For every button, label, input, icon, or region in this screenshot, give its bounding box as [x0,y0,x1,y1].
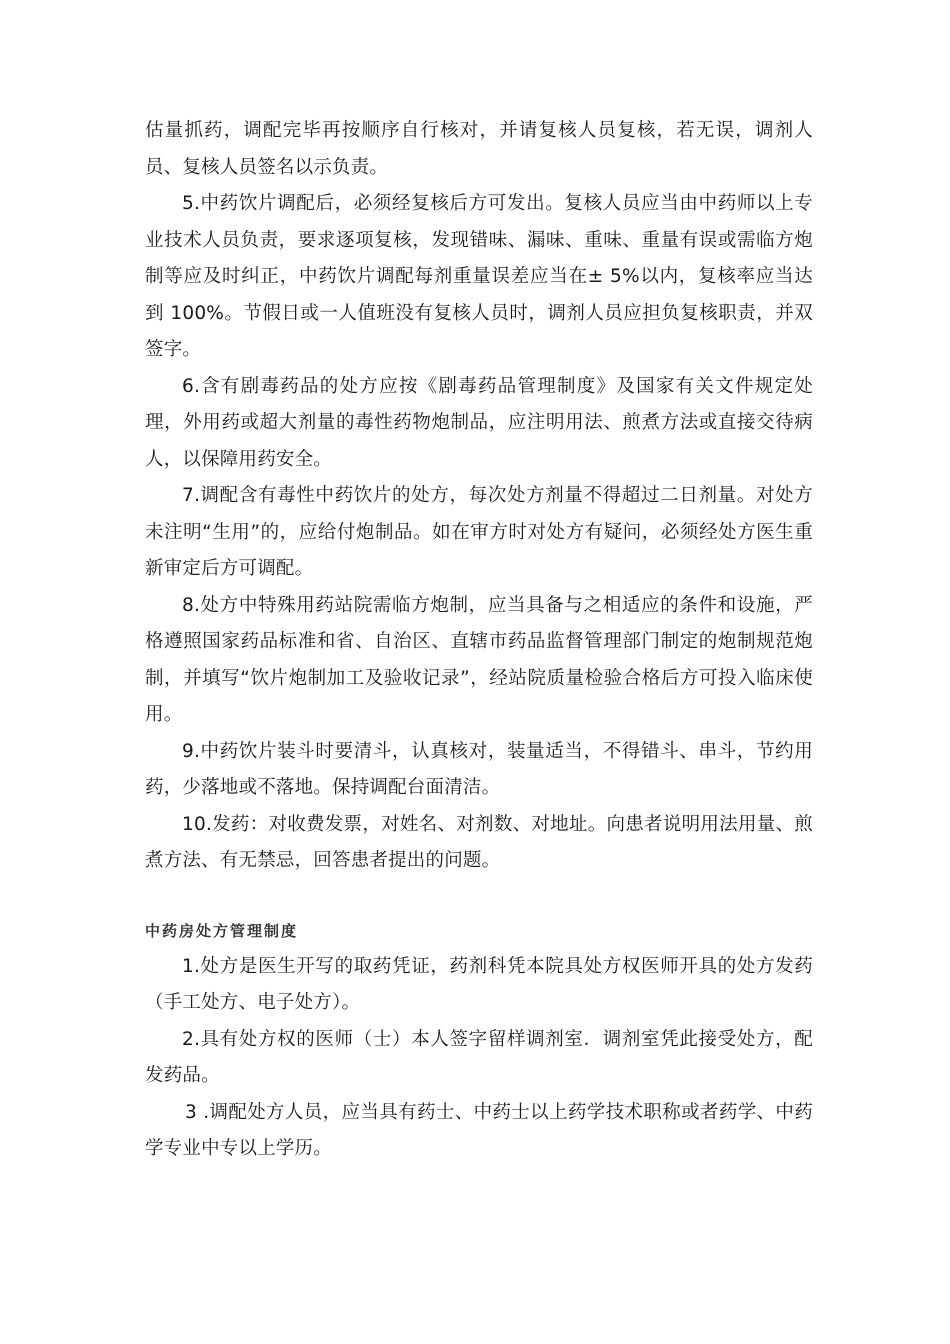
section-spacer [145,880,813,918]
paragraph-rule-1: 1.处方是医生开写的取药凭证，药剂科凭本院具处方权医师开具的处方发药（手工处方、电子处方）。 [145,955,813,1013]
paragraph-item-6: 6.含有剧毒药品的处方应按《剧毒药品管理制度》及国家有关文件规定处理，外用药或超大剂量的毒性药物炮制品，应注明用法、煎煮方法或直接交待病人，以保障用药安全。 [145,375,813,470]
section-title: 中药房处方管理制度 [145,921,299,940]
paragraph-item-5: 5.中药饮片调配后，必须经复核后方可发出。复核人员应当由中药师以上专业技术人员负责，要求逐项复核，发现错味、漏味、重味、重量有误或需临方炮制等应及时纠正，中药饮片调配每剂重量误差应当在± 5%以内，复核率应当达到 100%。节假日或一人值班没有复核人员时，调剂人员应担负复核职责，并双签字。 [145,193,813,360]
paragraph-rule-3: 3 .调配处方人员，应当具有药士、中药士以上药学技术职称或者药学、中药学专业中专以上学历。 [145,1101,813,1159]
paragraph-item-8: 8.处方中特殊用药站院需临方炮制，应当具备与之相适应的条件和设施，严格遵照国家药品标准和省、自治区、直辖市药品监督管理部门制定的炮制规范炮制，并填写“饮片炮制加工及验收记录”，经站院质量检验合格后方可投入临床使用。 [145,594,813,725]
document-body [145,113,813,1168]
paragraph-item-10: 10.发药：对收费发票，对姓名、对剂数、对地址。向患者说明用法用量、煎煮方法、有无禁忌，回答患者提出的问题。 [145,813,813,871]
paragraph-continuation: 估量抓药，调配完毕再按顺序自行核对，并请复核人员复核，若无误，调剂人员、复核人员签名以示负责。 [145,120,813,178]
paragraph-item-9: 9.中药饮片装斗时要清斗，认真核对，装量适当，不得错斗、串斗，节约用药，少落地或不落地。保持调配台面清洁。 [145,740,813,798]
paragraph-rule-2: 2.具有处方权的医师（士）本人签字留样调剂室．调剂室凭此接受处方，配发药品。 [145,1028,813,1086]
paragraph-item-7: 7.调配含有毒性中药饮片的处方，每次处方剂量不得超过二日剂量。对处方未注明“生用”的，应给付炮制品。如在审方时对处方有疑问，必须经处方医生重新审定后方可调配。 [145,485,813,579]
